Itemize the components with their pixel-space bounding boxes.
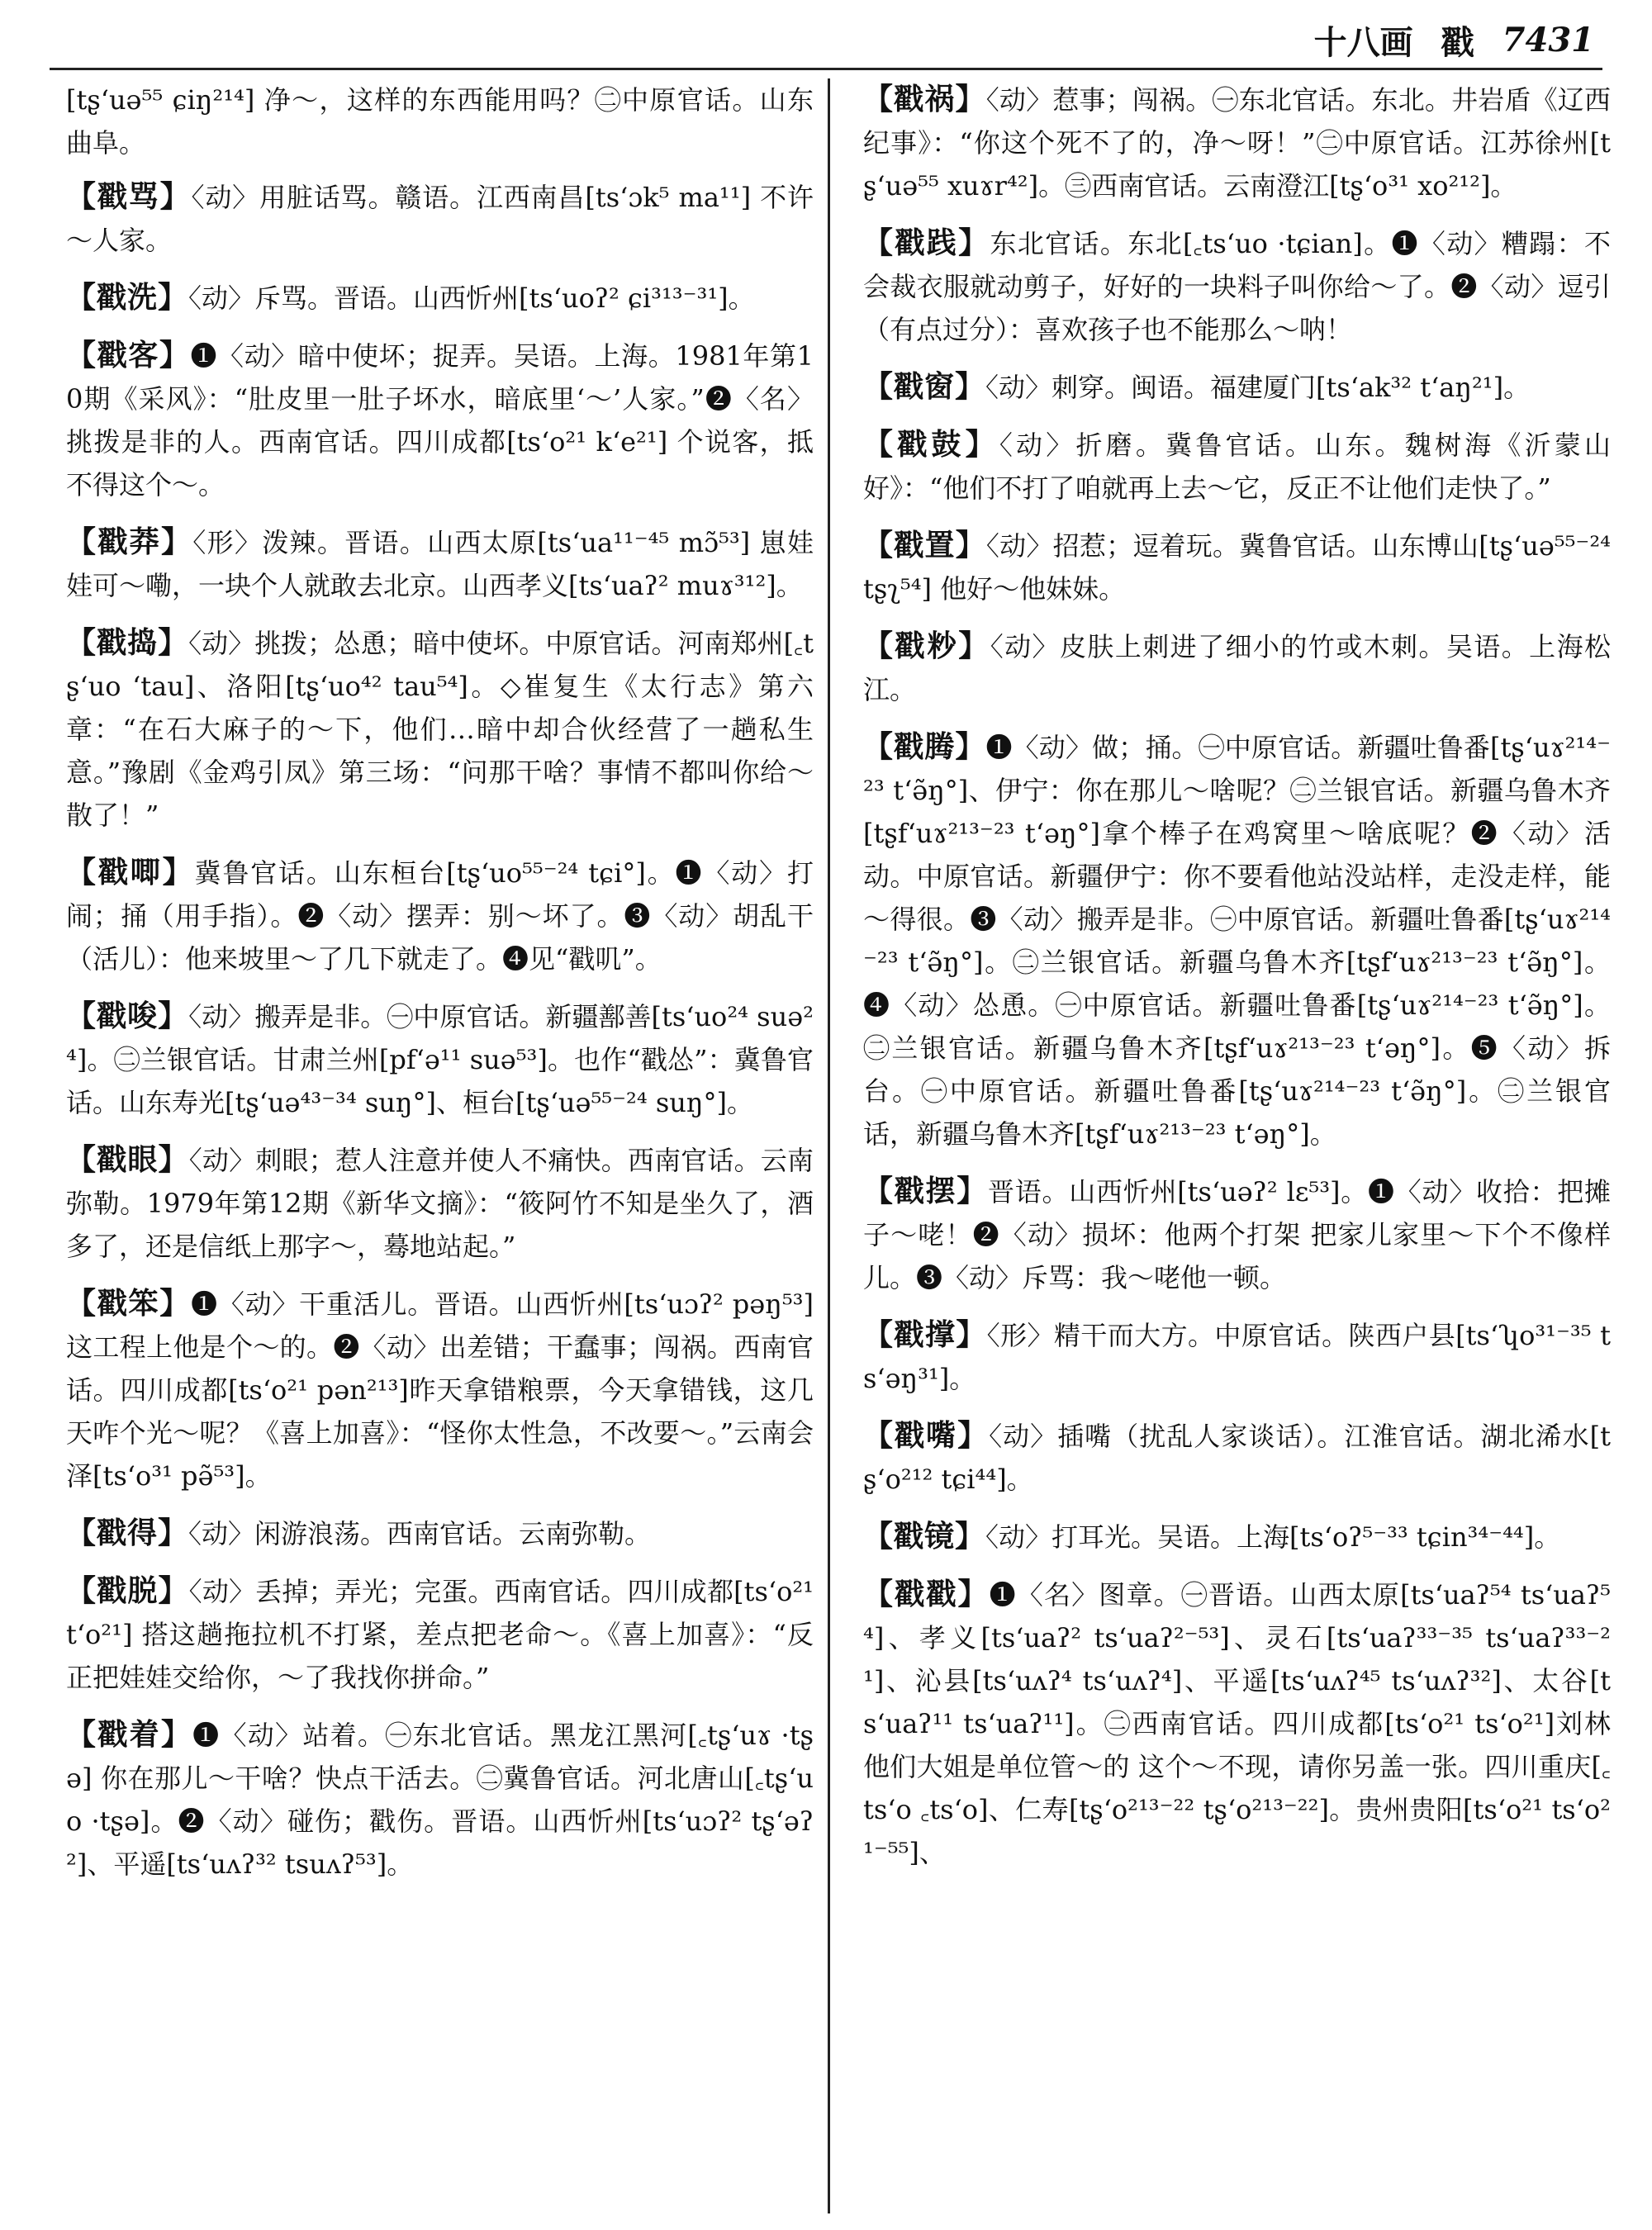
entry-headword: 【戳唆】: [66, 999, 189, 1033]
entry-text: 〈动〉打耳光。吴语。上海[ts‘oʔ⁵⁻³³ tɕin³⁴⁻⁴⁴]。: [985, 1521, 1561, 1553]
entry-headword: 【戳镜】: [863, 1520, 986, 1554]
dictionary-entry: [863, 1415, 1611, 1501]
dictionary-entry: [863, 78, 1611, 207]
entry-text: 〈动〉皮肤上刺进了细小的竹或木刺。吴语。上海松江。: [863, 631, 1611, 705]
entry-headword: 【戳摆】: [863, 1174, 988, 1208]
dictionary-entry: [66, 277, 814, 320]
entry-text: [tʂ‘uə⁵⁵ ɕiŋ²¹⁴] 净～，这样的东西能用吗？㊁中原官话。山东曲阜。: [66, 84, 814, 159]
entry-text: ❶〈名〉图章。㊀晋语。山西太原[ts‘uaʔ⁵⁴ ts‘uaʔ⁵⁴]、孝义[ts‘uaʔ² ts‘uaʔ²⁻⁵³]、灵石[ts‘uaʔ³³⁻³⁵ ts‘uaʔ³³⁻²¹]、沁县[ts‘uʌʔ⁴ ts‘uʌʔ⁴]、平遥[ts‘uʌʔ⁴⁵ ts‘uʌʔ³²]、太谷[ts‘uaʔ¹¹ ts‘uaʔ¹¹]。㊁西南官话。四川成都[ts‘o²¹ ts‘o²¹]刘林他们大姐是单位管～的 这个～不现，请你另盖一张。四川重庆[꜀ts‘o ꜀ts‘o]、仁寿[tʂ‘o²¹³⁻²² tʂ‘o²¹³⁻²²]。贵州贵阳[ts‘o²¹ ts‘o²¹⁻⁵⁵]、: [863, 1579, 1611, 1868]
dictionary-entry: [863, 524, 1611, 610]
dictionary-entry: [66, 1512, 814, 1555]
dictionary-entry: [66, 1714, 814, 1886]
entry-text: ❶〈动〉站着。㊀东北官话。黑龙江黑河[꜀tʂ‘uɤ ·tʂə] 你在那儿～干啥？快点干活去。㊁冀鲁官话。河北唐山[꜀tʂ‘uo ·tʂə]。❷〈动〉碰伤；戳伤。晋语。山西忻州[ts‘uɔʔ² tʂ‘əʔ²]、平遥[ts‘uʌʔ³² tsuʌʔ⁵³]。: [66, 1720, 814, 1880]
entry-text: 〈动〉招惹；逗着玩。冀鲁官话。山东博山[tʂ‘uə⁵⁵⁻²⁴ tʂʅ⁵⁴] 他好～他妹妹。: [863, 530, 1611, 605]
entry-text: 〈动〉丢掉；弄光；完蛋。西南官话。四川成都[ts‘o²¹ t‘o²¹] 搭这趟拖拉机不打紧，差点把老命～。《喜上加喜》：“反正把娃娃交给你，～了我找你拼命。”: [66, 1576, 814, 1693]
entry-headword: 【戳践】: [863, 226, 990, 260]
entry-text: 〈动〉刺穿。闽语。福建厦门[ts‘ak³² t‘aŋ²¹]。: [985, 372, 1531, 403]
dictionary-entry: [863, 366, 1611, 409]
dictionary-entry: [863, 726, 1611, 1155]
entry-headword: 【戳鼓】: [863, 428, 999, 462]
entry-headword: 【戳捣】: [66, 626, 189, 660]
dictionary-entry: [66, 521, 814, 607]
entry-text: 〈动〉折磨。冀鲁官话。山东。魏树海《沂蒙山好》：“他们不打了咱就再上去～它，反正不让他们走快了。”: [863, 429, 1611, 504]
entry-text: ❶〈动〉干重活儿。晋语。山西忻州[ts‘uɔʔ² pəŋ⁵³]这工程上他是个～的。❷〈动〉出差错；干蠢事；闯祸。西南官话。四川成都[ts‘o²¹ pən²¹³]昨天拿错粮票，今天拿错钱，这几天咋个光～呢？《喜上加喜》：“怪你太性急，不改要～。”云南会泽[ts‘o³¹ pə̃⁵³]。: [66, 1288, 814, 1492]
entry-headword: 【戳得】: [66, 1516, 189, 1550]
dictionary-entry: [66, 1570, 814, 1699]
entry-text: 〈动〉挑拨；怂恿；暗中使坏。中原官话。河南郑州[꜀tʂ‘uo ‘tau]、洛阳[tʂ‘uo⁴² tau⁵⁴]。◇崔复生《太行志》第六章：“在石大麻子的～下，他们…暗中却合伙经营了一趟私生意。”豫剧《金鸡引凤》第三场：“问那干啥？事情不都叫你给～散了！”: [66, 628, 814, 831]
entry-headword: 【戳嘴】: [863, 1419, 990, 1453]
entry-headword: 【戳洗】: [66, 281, 189, 315]
dictionary-entry: [66, 1139, 814, 1268]
dictionary-entry: [66, 334, 814, 506]
dictionary-entry: [863, 1170, 1611, 1299]
entry-text: 晋语。山西忻州[ts‘uəʔ² lɛ⁵³]。❶〈动〉收拾：把摊子～咾！❷〈动〉损坏：他两个打架 把家儿家里～下个不像样儿。❸〈动〉斥骂：我～咾他一顿。: [863, 1176, 1611, 1293]
entry-text: 〈动〉用脏话骂。赣语。江西南昌[ts‘ɔk⁵ ma¹¹] 不许～人家。: [66, 182, 814, 256]
entry-headword: 【戳戳】: [863, 1578, 990, 1611]
running-header: [1314, 15, 1594, 64]
entry-headword: 【戳粆】: [863, 629, 990, 663]
entry-text: 东北官话。东北[꜀ts‘uo ·tɕian]。❶〈动〉糟蹋：不会裁衣服就动剪子，好好的一块料子叫你给～了。❷〈动〉逗引（有点过分）：喜欢孩子也不能那么～呐！: [863, 228, 1611, 345]
entry-text: 〈动〉闲游浪荡。西南官话。云南弥勒。: [188, 1518, 652, 1549]
entry-headword: 【戳眼】: [66, 1143, 189, 1177]
entry-headword: 【戳祸】: [863, 83, 986, 116]
entry-text: ❶〈动〉做；捅。㊀中原官话。新疆吐鲁番[tʂ‘uɤ²¹⁴⁻²³ t‘ə̃ŋ°]、伊宁：你在那儿～啥呢？㊁兰银官话。新疆乌鲁木齐[tʂf‘uɤ²¹³⁻²³ t‘əŋ°]拿个棒子在鸡窝里～啥底呢？❷〈动〉活动。中原官话。新疆伊宁：你不要看他站没站样，走没走样，能～得很。❸〈动〉搬弄是非。㊀中原官话。新疆吐鲁番[tʂ‘uɤ²¹⁴⁻²³ t‘ə̃ŋ°]。㊁兰银官话。新疆乌鲁木齐[tʂf‘uɤ²¹³⁻²³ t‘ə̃ŋ°]。❹〈动〉怂恿。㊀中原官话。新疆吐鲁番[tʂ‘uɤ²¹⁴⁻²³ t‘ə̃ŋ°]。㊁兰银官话。新疆乌鲁木齐[tʂf‘uɤ²¹³⁻²³ t‘əŋ°]。❺〈动〉拆台。㊀中原官话。新疆吐鲁番[tʂ‘uɤ²¹⁴⁻²³ t‘ə̃ŋ°]。㊁兰银官话，新疆乌鲁木齐[tʂf‘uɤ²¹³⁻²³ t‘əŋ°]。: [863, 732, 1611, 1150]
dictionary-entry: [66, 1283, 814, 1497]
entry-headword: 【戳腾】: [863, 730, 986, 764]
section-label: 十八画: [1313, 23, 1413, 62]
entry-text: 冀鲁官话。山东桓台[tʂ‘uo⁵⁵⁻²⁴ tɕi°]。❶〈动〉打闹；捅（用手指）。❷〈动〉摆弄：别～坏了。❸〈动〉胡乱干（活儿）：他来坡里～了几下就走了。❹见“戳叽”。: [66, 857, 814, 975]
entry-text: 〈动〉搬弄是非。㊀中原官话。新疆鄯善[ts‘uo²⁴ suə²⁴]。㊁兰银官话。甘肃兰州[pf‘ə¹¹ suə⁵³]。也作“戳怂”：冀鲁官话。山东寿光[tʂ‘uə⁴³⁻³⁴ suŋ°]、桓台[tʂ‘uə⁵⁵⁻²⁴ suŋ°]。: [66, 1001, 814, 1118]
dictionary-entry: [66, 176, 814, 262]
entry-headword: 【戳着】: [66, 1718, 193, 1752]
entry-text: ❶〈动〉暗中使坏；捉弄。吴语。上海。1981年第10期《采风》：“肚皮里一肚子坏水，暗底里‘～’人家。”❷〈名〉挑拨是非的人。西南官话。四川成都[ts‘o²¹ k‘e²¹] 个说客，抵不得这个～。: [66, 340, 814, 501]
entry-headword: 【戳置】: [863, 529, 986, 562]
dictionary-entry: [66, 995, 814, 1124]
entry-headword: 【戳脱】: [66, 1574, 189, 1608]
entry-headword: 【戳骂】: [66, 180, 192, 214]
entry-text: 〈形〉精干而大方。中原官话。陕西户县[ts‘ʮo³¹⁻³⁵ ts‘əŋ³¹]。: [863, 1320, 1611, 1394]
entry-text: 〈动〉刺眼；惹人注意并使人不痛快。西南官话。云南弥勒。1979年第12期《新华文摘》：“筱阿竹不知是坐久了，酒多了，还是信纸上那字～，蓦地站起。”: [66, 1145, 814, 1262]
entry-headword: 【戳窗】: [863, 370, 986, 404]
entry-text: 〈形〉泼辣。晋语。山西太原[ts‘ua¹¹⁻⁴⁵ mɔ̃⁵³] 崽娃娃可～嘞，一块个人就敢去北京。山西孝义[ts‘uaʔ² muɤ³¹²]。: [66, 527, 814, 601]
header-character: 戳: [1441, 23, 1474, 62]
dictionary-entry: [863, 625, 1611, 711]
dictionary-entry: [863, 1573, 1611, 1874]
page-number: 7431: [1502, 20, 1594, 59]
entry-text: 〈动〉插嘴（扰乱人家谈话）。江淮官话。湖北浠水[tʂ‘o²¹² tɕi⁴⁴]。: [863, 1421, 1611, 1495]
dictionary-entry: [66, 852, 814, 980]
column-divider: [828, 78, 830, 2213]
dictionary-entry: [863, 1314, 1611, 1400]
dictionary-entry: [863, 222, 1611, 351]
entry-headword: 【戳莽】: [66, 525, 193, 559]
dictionary-entry: [863, 424, 1611, 510]
entry-headword: 【戳唧】: [66, 856, 195, 890]
header-rule: [50, 68, 1602, 70]
entry-headword: 【戳客】: [66, 339, 191, 372]
entry-text: 〈动〉惹事；闯祸。㊀东北官话。东北。井岩盾《辽西纪事》：“你这个死不了的，净～呀！”㊁中原官话。江苏徐州[tʂ‘uə⁵⁵ xuɤr⁴²]。㊂西南官话。云南澄江[tʂ‘o³¹ xo²¹²]。: [863, 84, 1611, 202]
entry-headword: 【戳笨】: [66, 1287, 192, 1321]
dictionary-entry: [863, 1516, 1611, 1559]
entry-text: 〈动〉斥骂。晋语。山西忻州[ts‘uoʔ² ɕi³¹³⁻³¹]。: [188, 282, 755, 314]
dictionary-entry: [66, 622, 814, 837]
entry-headword: 【戳撑】: [863, 1318, 987, 1352]
left-column: [66, 78, 814, 1900]
right-column: [863, 78, 1611, 1889]
entry-continuation: [66, 78, 814, 164]
